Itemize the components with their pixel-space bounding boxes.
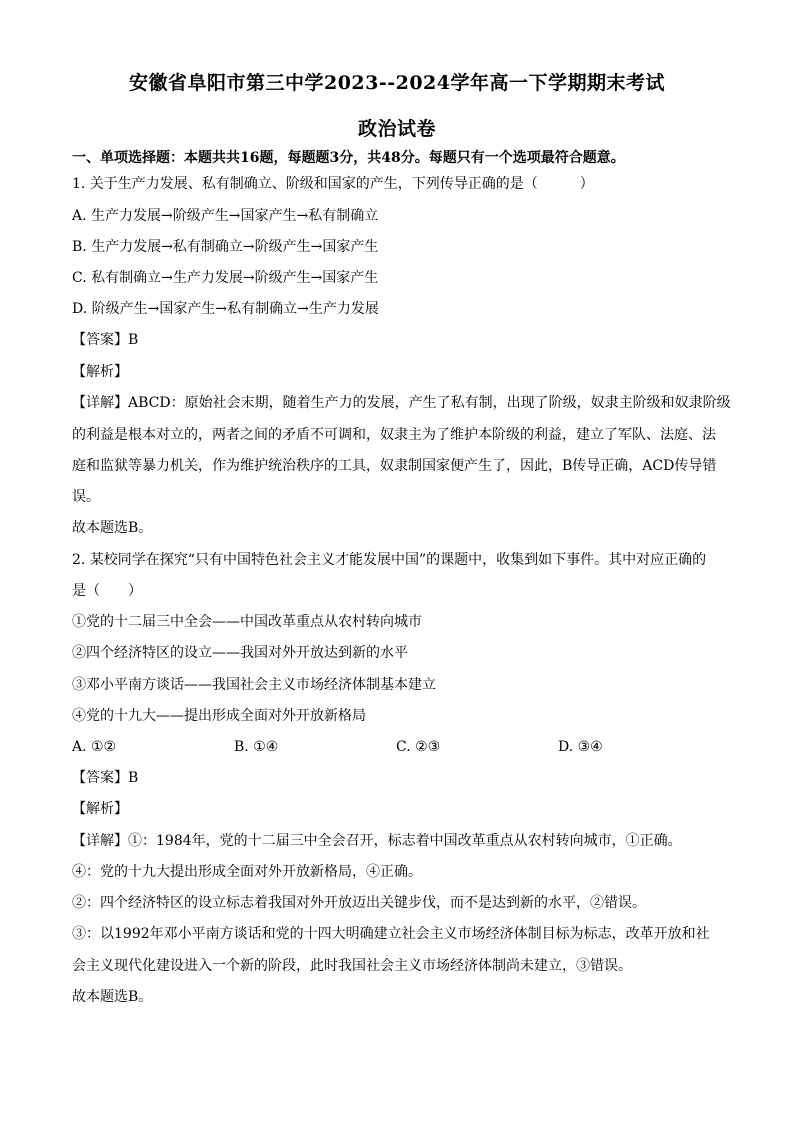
q2-item-4: ④党的十九大——提出形成全面对外开放新格局 xyxy=(72,708,366,724)
q2-item-1: ①党的十二届三中全会——中国改革重点从农村转向城市 xyxy=(72,614,422,630)
q1-answer-tag: 【答案】 xyxy=(72,332,128,348)
q2-detail-line-5: 会主义现代化建设进入一个新的阶段，此时我国社会主义市场经济体制尚未建立，③错误。 xyxy=(72,958,632,974)
exam-subtitle: 政治试卷 xyxy=(357,118,436,140)
q1-detail-text-1: ABCD：原始社会末期，随着生产力的发展，产生了私有制，出现了阶级，奴隶主阶级和奴隶阶级 xyxy=(128,395,731,411)
q1-option-c: C. 私有制确立→生产力发展→阶级产生→国家产生 xyxy=(72,270,379,286)
q2-choice-d: D. ③④ xyxy=(558,739,603,755)
section-heading: 一、单项选择题：本题共共16题，每题题3分，共48分。每题只有一个选项最符合题意。 xyxy=(72,150,625,166)
q1-option-a: A. 生产力发展→阶级产生→国家产生→私有制确立 xyxy=(72,208,379,224)
q2-item-3: ③邓小平南方谈话——我国社会主义市场经济体制基本建立 xyxy=(72,677,436,693)
q2-answer-value: B xyxy=(128,770,139,786)
q2-stem-line-2: 是（ ） xyxy=(72,583,142,599)
q1-conclusion: 故本题选B。 xyxy=(72,520,153,536)
q1-option-d: D. 阶级产生→国家产生→私有制确立→生产力发展 xyxy=(72,301,379,317)
q2-conclusion: 故本题选B。 xyxy=(72,989,153,1005)
q2-item-2: ②四个经济特区的设立——我国对外开放达到新的水平 xyxy=(72,645,408,661)
q2-detail-tag: 【详解】 xyxy=(72,833,128,849)
q2-answer-line xyxy=(72,768,732,788)
q2-stem-line-1: 2. 某校同学在探究“只有中国特色社会主义才能发展中国”的课题中，收集到如下事件。其中对应正确的 xyxy=(72,552,707,568)
q2-detail-line-1 xyxy=(72,831,732,851)
q1-answer-line xyxy=(72,330,732,350)
q2-choice-b: B. ①④ xyxy=(234,739,279,755)
q1-stem: 1. 关于生产力发展、私有制确立、阶级和国家的产生，下列传导正确的是（ ） xyxy=(72,176,594,192)
q2-detail-line-4: ③：以1992年邓小平南方谈话和党的十四大明确建立社会主义市场经济体制目标为标志，改革开放和社 xyxy=(72,926,710,942)
q1-detail-tag: 【详解】 xyxy=(72,395,128,411)
q1-analysis-tag: 【解析】 xyxy=(72,364,128,380)
q2-choice-c: C. ②③ xyxy=(396,739,441,755)
q2-detail-text-1: ①：1984年，党的十二届三中全会召开，标志着中国改革重点从农村转向城市，①正确。 xyxy=(128,833,682,849)
q1-option-b: B. 生产力发展→私有制确立→阶级产生→国家产生 xyxy=(72,239,379,255)
exam-title: 安徽省阜阳市第三中学2023--2024学年高一下学期期末考试 xyxy=(128,72,666,94)
q2-choice-a: A. ①② xyxy=(72,739,117,755)
q2-analysis-tag: 【解析】 xyxy=(72,801,128,817)
q1-answer-value: B xyxy=(128,332,139,348)
q1-detail-line-1 xyxy=(72,393,732,413)
q1-detail-line-2: 的利益是根本对立的，两者之间的矛盾不可调和，奴隶主为了维护本阶级的利益，建立了军队、法庭、法 xyxy=(72,427,716,443)
q2-detail-line-2: ④：党的十九大提出形成全面对外开放新格局，④正确。 xyxy=(72,864,422,880)
q2-answer-tag: 【答案】 xyxy=(72,770,128,786)
q2-detail-line-3: ②：四个经济特区的设立标志着我国对外开放迈出关键步伐，而不是达到新的水平，②错误。 xyxy=(72,895,646,911)
q1-detail-line-4: 误。 xyxy=(72,489,100,505)
q1-detail-line-3: 庭和监狱等暴力机关，作为维护统治秩序的工具，奴隶制国家便产生了，因此，B传导正确，ACD传导错 xyxy=(72,458,717,474)
